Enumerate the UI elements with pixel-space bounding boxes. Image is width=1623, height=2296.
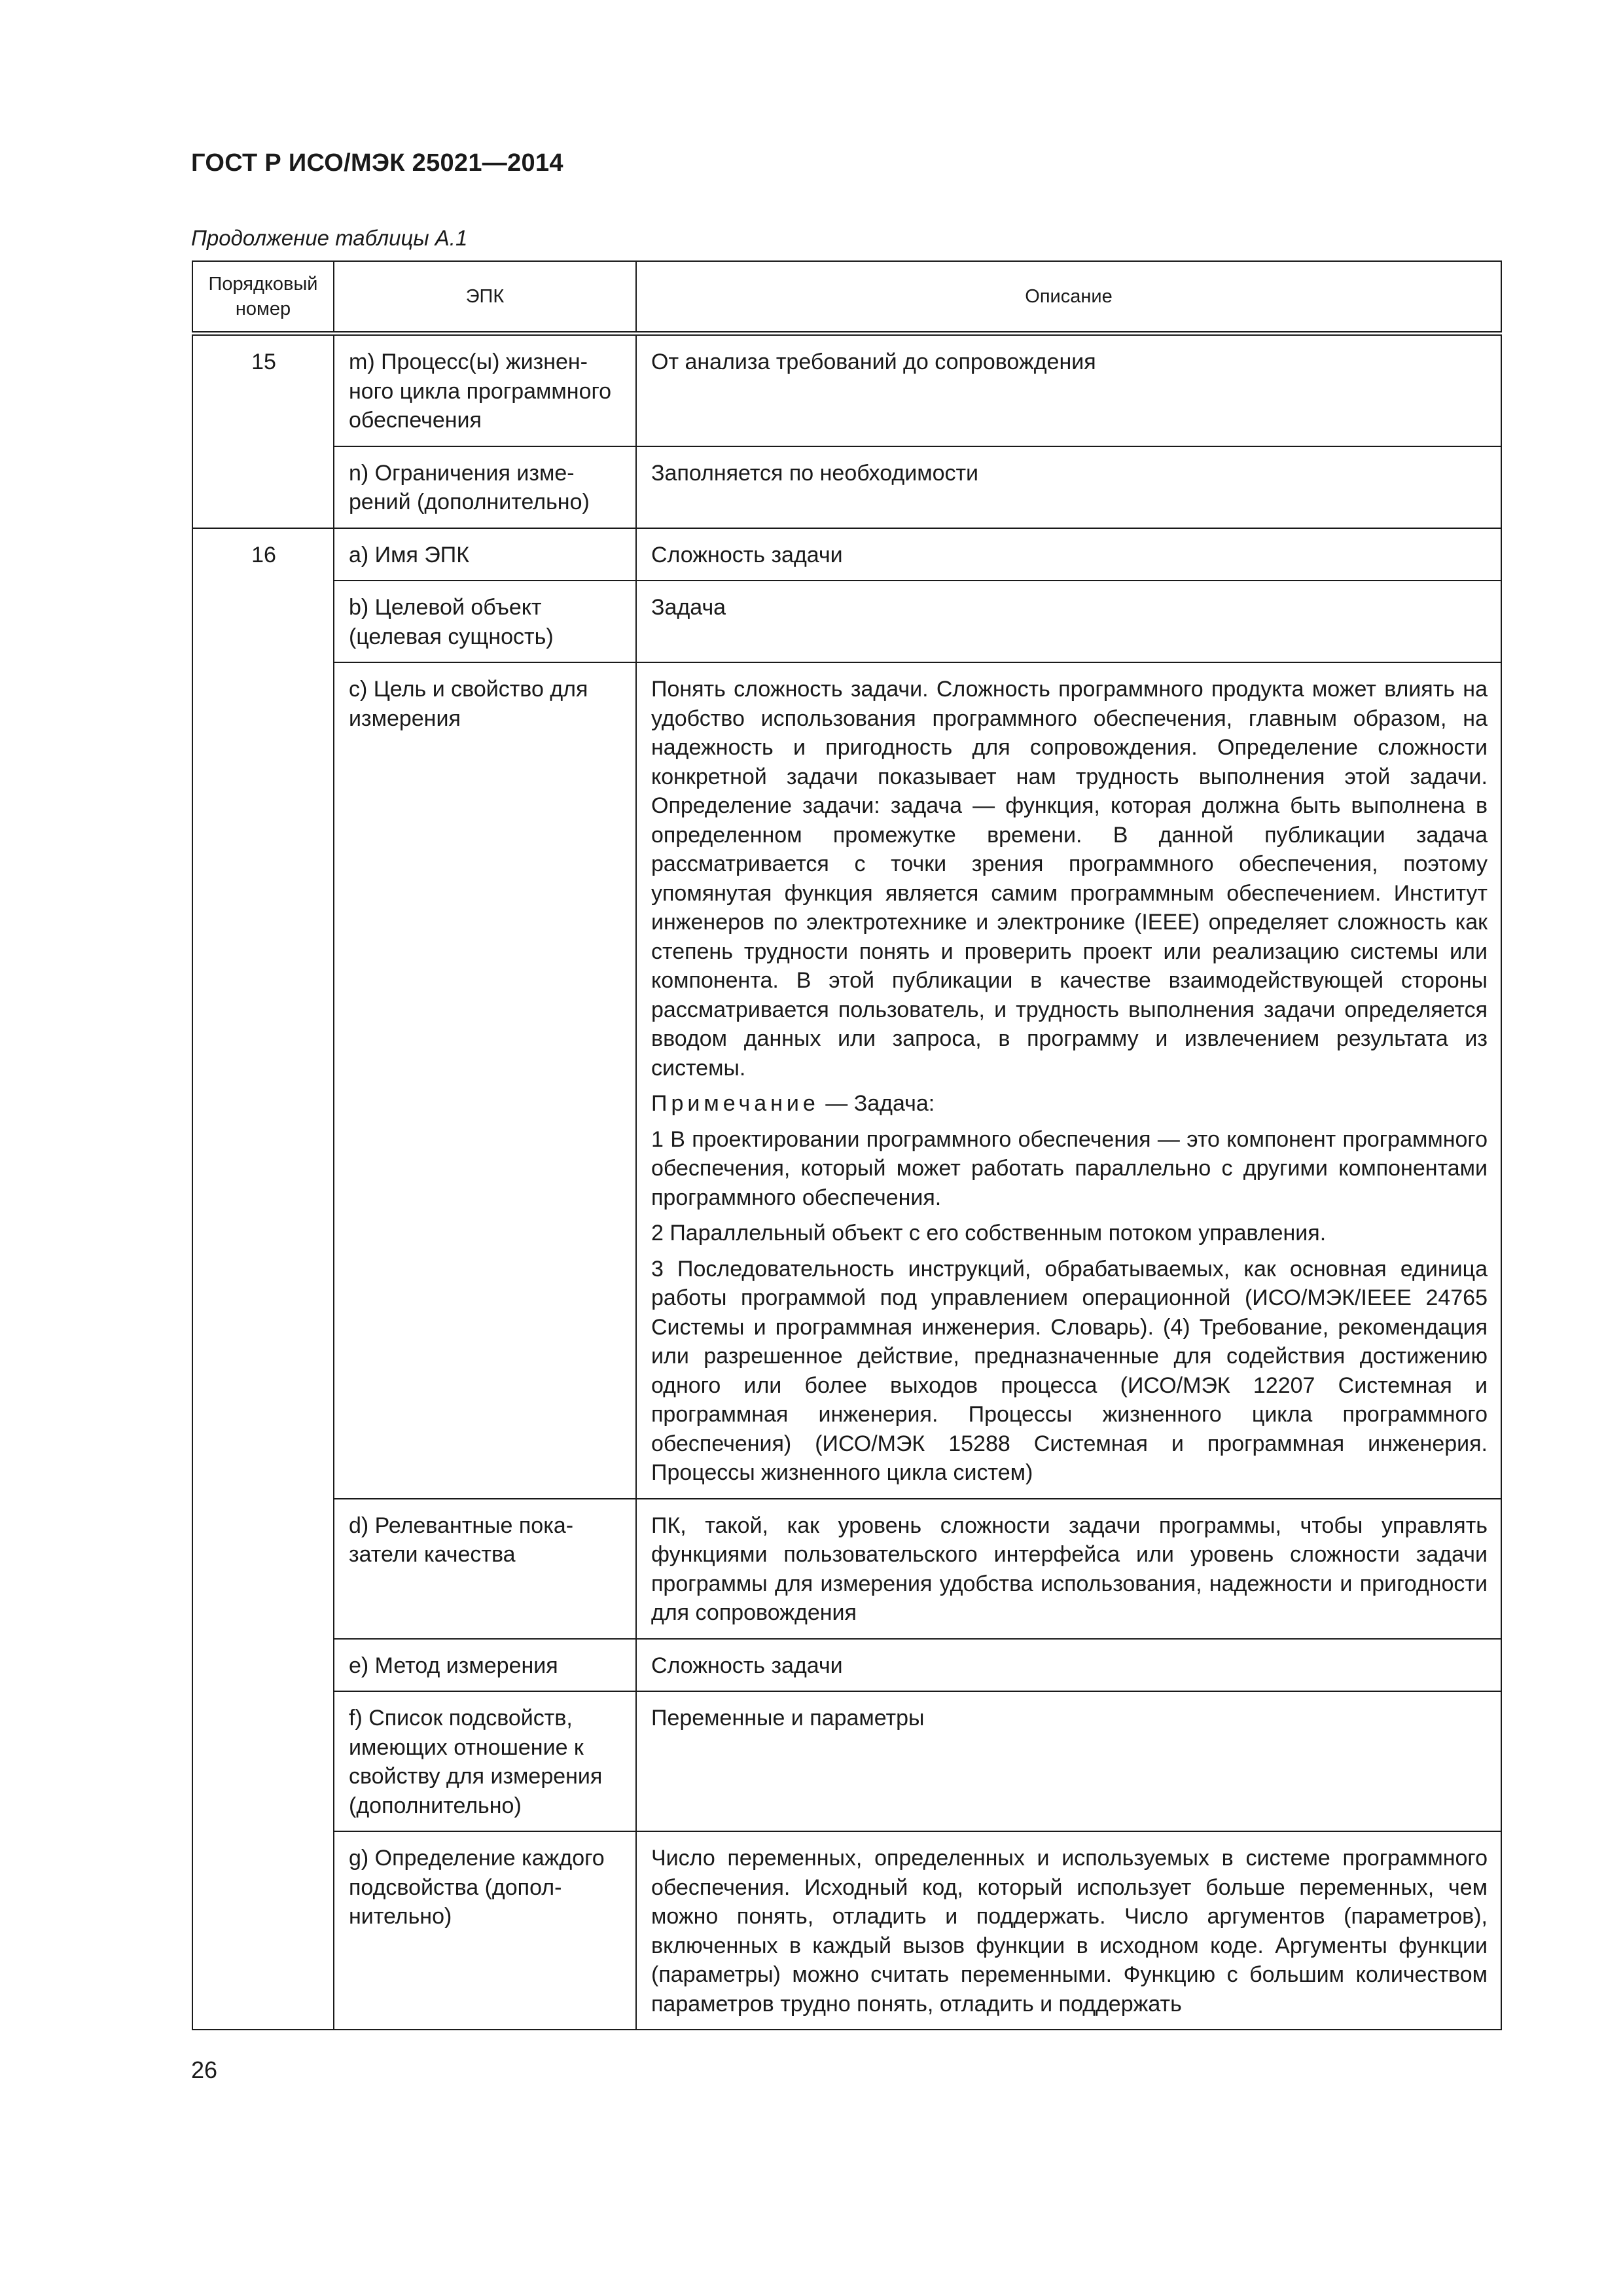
description-cell: Сложность задачи	[636, 528, 1501, 581]
table-row	[192, 1639, 1501, 1692]
table-caption: Продолжение таблицы А.1	[191, 226, 468, 250]
epk-cell: f) Список подсвойств, имеющих отношение к свойству для измерения (дополнительно)	[334, 1691, 636, 1831]
epk-cell: m) Процесс(ы) жизненного цикла программного обеспечения	[334, 334, 636, 446]
description-cell: Число переменных, определенных и используемых в системе программного обеспечения. Исходный код, который использует больше переменных, чем можно понять, отладить и поддержать. Число аргументов (параметров), включенных в каждый вызов функции в исходном коде. Аргументы функции (параметры) можно считать переменными. Функцию с большим количеством параметров трудно понять, отладить и поддержать	[636, 1831, 1501, 2030]
description-cell: Задача	[636, 581, 1501, 662]
description-paragraph: Понять сложность задачи. Сложность программного продукта может влиять на удобство использования программного обеспечения, главным образом, на надежность и пригодность для сопровождения. Определение сложности конкретной задачи показывает нам трудность выполнения этой задачи. Определение задачи: задача — функция, которая должна быть выполнена в определенном промежутке времени. В данной публикации задача рассматривается с точки зрения программного обеспечения, поэтому упомянутая функция является самим программным обеспечением. Институт инженеров по электротехнике и электронике (IEEE) определяет сложность как степень трудности понять и проверить проект или реализацию системы или компонента. В этой публикации в качестве взаимодействующей стороны рассматривается пользователь, и трудность выполнения задачи определяется вводом данных или запроса, в программу и извлечением результата из системы.	[651, 677, 1488, 1081]
row-number: 15	[192, 334, 334, 528]
epk-cell: g) Определение каждого подсвойства (дополнительно)	[334, 1831, 636, 2030]
row-number: 16	[192, 528, 334, 2030]
table-row	[192, 1831, 1501, 2030]
epk-cell: c) Цель и свойство для измерения	[334, 662, 636, 1499]
description-cell	[636, 662, 1501, 1499]
column-header-epk: ЭПК	[334, 261, 636, 334]
epk-cell: a) Имя ЭПК	[334, 528, 636, 581]
properties-table	[192, 260, 1502, 2030]
note-item: 1 В проектировании программного обеспечения — это компонент программного обеспечения, который может работать параллельно с другими компонентами программного обеспечения.	[651, 1126, 1488, 1210]
note-item: 3 Последовательность инструкций, обрабатываемых, как основная единица работы программой под управлением операционной (ИСО/МЭК/IEEE 24765 Системы и программная инженерия. Словарь). (4) Требование, рекомендация или разрешенное действие, предназначенные для содействия достижению одного или более выходов процесса (ИСО/МЭК 12207 Системная и программная инженерия. Процессы жизненного цикла программного обеспечения) (ИСО/МЭК 15288 Системная и программная инженерия. Процессы жизненного цикла систем)	[651, 1256, 1488, 1485]
description-cell: ПК, такой, как уровень сложности задачи программы, чтобы управлять функциями пользовательского интерфейса или уровень сложности задачи программы для измерения удобства использования, надежности и пригодности для сопровождения	[636, 1499, 1501, 1639]
table-row	[192, 528, 1501, 581]
table-row	[192, 1691, 1501, 1831]
description-cell: Переменные и параметры	[636, 1691, 1501, 1831]
document-title: ГОСТ Р ИСО/МЭК 25021—2014	[191, 149, 563, 177]
description-cell: Заполняется по необходимости	[636, 446, 1501, 528]
note-heading-text: — Задача:	[819, 1091, 935, 1116]
column-header-number: Порядковый номер	[192, 261, 334, 334]
epk-cell: b) Целевой объект (целевая сущность)	[334, 581, 636, 662]
table-row	[192, 446, 1501, 528]
table-row	[192, 334, 1501, 446]
column-header-description: Описание	[636, 261, 1501, 334]
note-heading	[651, 1089, 1488, 1119]
epk-cell: e) Метод измерения	[334, 1639, 636, 1692]
epk-cell: d) Релевантные показатели качества	[334, 1499, 636, 1639]
page-number: 26	[191, 2056, 218, 2083]
note-item: 2 Параллельный объект с его собственным потоком управления.	[651, 1221, 1327, 1246]
table-header-row	[192, 261, 1501, 334]
epk-cell: n) Ограничения измерений (дополнительно)	[334, 446, 636, 528]
table-row	[192, 662, 1501, 1499]
table-row	[192, 1499, 1501, 1639]
note-label: Примечание	[651, 1091, 819, 1116]
description-cell: От анализа требований до сопровождения	[636, 334, 1501, 446]
table-row	[192, 581, 1501, 662]
description-cell: Сложность задачи	[636, 1639, 1501, 1692]
